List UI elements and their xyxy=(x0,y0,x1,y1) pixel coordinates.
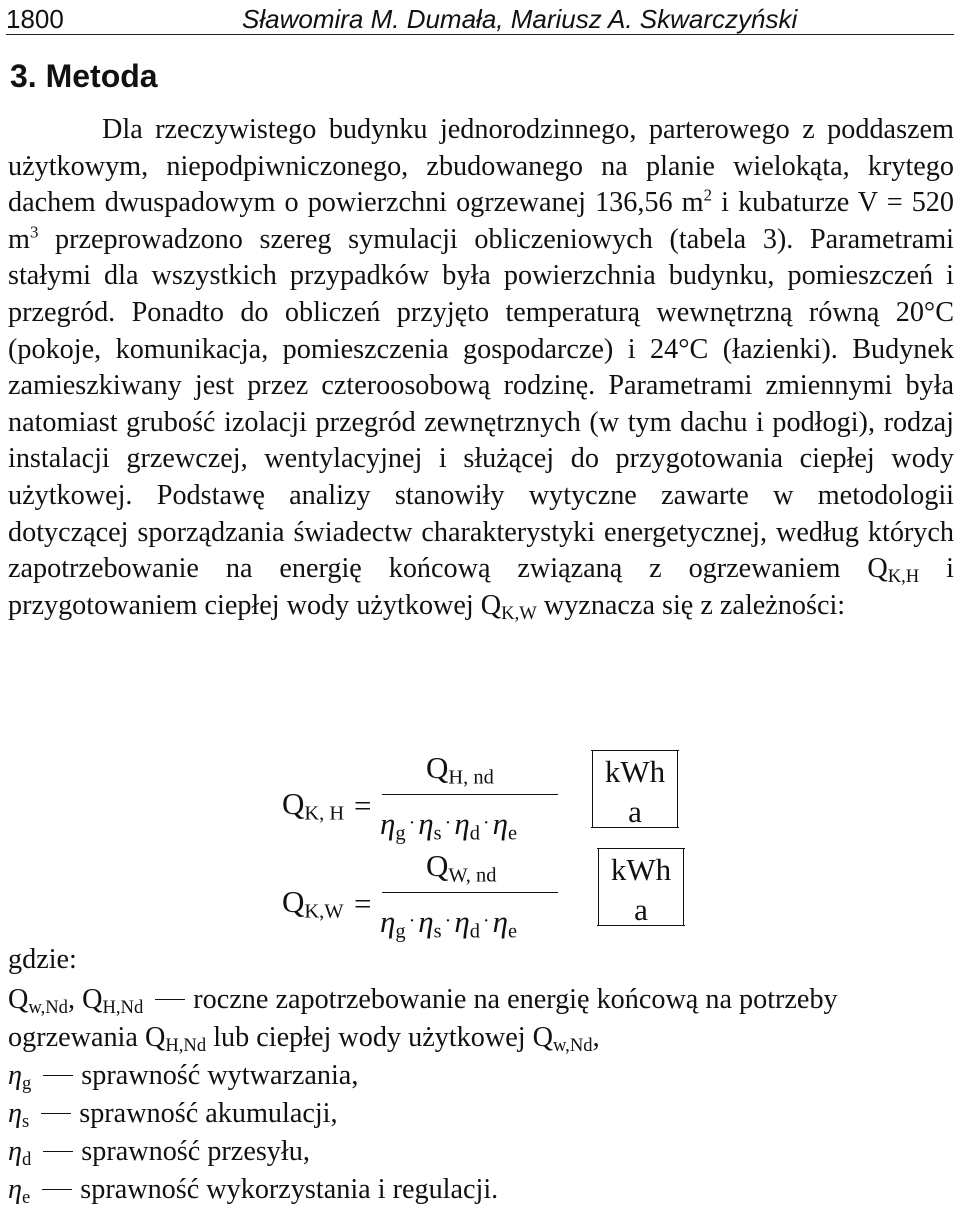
superscript: 3 xyxy=(29,222,39,242)
equation-numerator: $Q_{W, nd}$ xyxy=(426,848,497,887)
equation-heating xyxy=(0,750,960,860)
dash xyxy=(41,1113,71,1114)
subscript: K,H xyxy=(887,566,920,588)
text-run: i kubaturze V = 520 m xyxy=(8,187,954,255)
text-run: i przygotowaniem ciepłej wody użytkowej Q xyxy=(8,553,954,621)
dash xyxy=(43,1151,73,1152)
section-title: 3. Metoda xyxy=(10,58,158,94)
equation-numerator: $Q_{H, nd}$ xyxy=(426,750,494,789)
definition-q: $Q_{w,Nd}$, $Q_{H,Nd}$ roczne zapotrzebowanie na energię końcową na potrzeby xyxy=(8,984,838,1019)
unit-denominator: a xyxy=(634,892,648,927)
unit-numerator: kWh xyxy=(610,852,672,887)
unit-bracket xyxy=(598,848,684,926)
page-number: 1800 xyxy=(6,4,64,34)
paragraph-text xyxy=(8,112,954,624)
definition-q-continued: ogrzewania $Q_{H,Nd}$ lub ciepłej wody użytkowej $Q_{w,Nd}$, xyxy=(8,1022,600,1057)
running-header-authors: Sławomira M. Dumała, Mariusz A. Skwarczyński xyxy=(242,4,798,34)
definition-eta-d: $\eta_d$ sprawność przesyłu, xyxy=(8,1136,310,1171)
equals-sign: = xyxy=(354,886,372,921)
equation-hot-water xyxy=(0,848,960,958)
unit-numerator: kWh xyxy=(604,754,666,789)
where-label: gdzie: xyxy=(8,944,77,975)
method-paragraph xyxy=(8,112,954,624)
equation-denominator: $\eta_g \cdot\eta_s \cdot\eta_d \cdot\eta_e$ xyxy=(380,904,518,943)
fraction-line xyxy=(382,794,558,795)
running-header xyxy=(6,4,954,35)
text-run: przeprowadzono szereg symulacji obliczeniowych (tabela 3). Parametrami stałymi dla wszystkich przypadków była powierzchnia budynku, pomieszczeń i przegród. Ponadto do obliczeń przyjęto temperaturą wewnętrzną równą 20°C (pokoje, komunikacja, pomieszczenia gospodarcze) i 24°C (łazienki). Budynek zamieszkiwany jest przez czteroosobową rodzinę. Parametrami zmiennymi była natomiast grubość izolacji przegród zewnętrznych (w tym dachu i podłogi), rodzaj instalacji grzewczej, wentylacyjnej i służącej do przygotowania ciepłej wody użytkowej. Podstawę analizy stanowiły wytyczne zawarte w metodologii dotyczącej sporządzania świadectw charakterystyki energetycznej, według których zapotrzebowanie na energię końcową związaną z ogrzewaniem Q xyxy=(8,223,954,585)
text-run: Dla rzeczywistego budynku jednorodzinnego, parterowego z poddaszem użytkowym, niepodpiwniczonego, zbudowanego na planie wielokąta, krytego dachem dwuspadowym o powierzchni ogrzewanej 136,56 m xyxy=(8,114,954,219)
unit-denominator: a xyxy=(628,794,642,829)
definition-eta-s: $\eta_s$ sprawność akumulacji, xyxy=(8,1098,338,1133)
unit-bracket xyxy=(592,750,678,828)
dash xyxy=(155,999,185,1000)
text-run: wyznacza się z zależności: xyxy=(536,589,846,621)
superscript: 2 xyxy=(703,185,713,205)
equation-lhs: $Q_{K, H}$ xyxy=(282,786,345,825)
definition-eta-e: $\eta_e$ sprawność wykorzystania i regulacji. xyxy=(8,1174,499,1209)
subscript: K,W xyxy=(501,602,537,624)
equals-sign: = xyxy=(354,788,372,823)
fraction-line xyxy=(382,892,558,893)
definition-eta-g: $\eta_g$ sprawność wytwarzania, xyxy=(8,1060,359,1095)
dash xyxy=(43,1075,73,1076)
equation-denominator: $\eta_g \cdot\eta_s \cdot\eta_d \cdot\eta_e$ xyxy=(380,806,518,845)
equation-lhs: $Q_{K,W}$ xyxy=(282,884,344,923)
dash xyxy=(42,1189,72,1190)
symbol-definitions xyxy=(8,981,954,1209)
